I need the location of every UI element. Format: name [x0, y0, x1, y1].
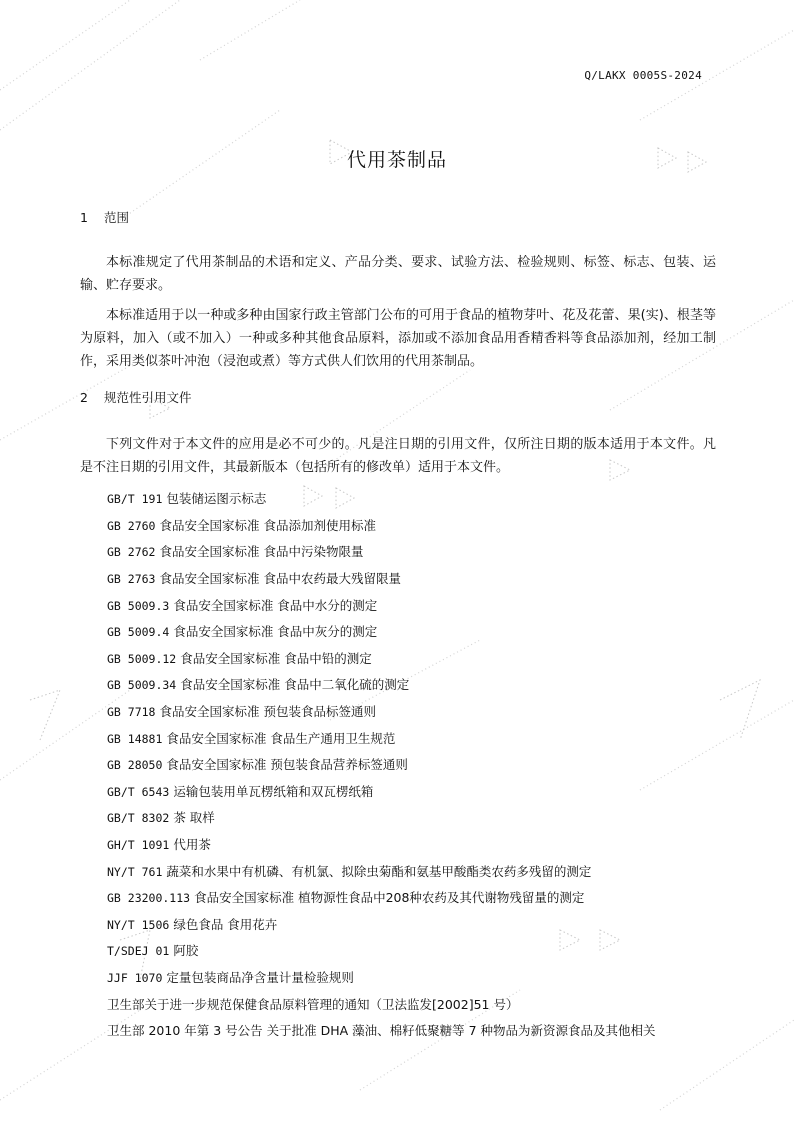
reference-item — [107, 885, 747, 912]
reference-list — [107, 486, 747, 1044]
reference-code: NY/T 1506 — [107, 917, 170, 932]
reference-item — [107, 752, 747, 779]
reference-code: GB/T 191 — [107, 492, 163, 507]
reference-code: GH/T 1091 — [107, 838, 170, 853]
references-intro: 下列文件对于本文件的应用是必不可少的。凡是注日期的引用文件，仅所注日期的版本适用于本文件。凡是不注日期的引用文件，其最新版本（包括所有的修改单）适用于本文件。 — [80, 437, 716, 475]
reference-item — [107, 539, 747, 566]
reference-title: 包装储运图示标志 — [166, 491, 267, 507]
reference-code: GB 2762 — [107, 545, 156, 560]
reference-item — [107, 619, 747, 646]
reference-title: 代用茶 — [173, 837, 211, 853]
section-1-heading — [80, 208, 129, 226]
reference-title: 卫生部关于进一步规范保健食品原料管理的通知（卫法监发[2002]51 号） — [107, 996, 519, 1012]
reference-item — [107, 805, 747, 832]
reference-item — [107, 858, 747, 885]
reference-code: T/SDEJ 01 — [107, 944, 170, 959]
reference-title: 运输包装用单瓦楞纸箱和双瓦楞纸箱 — [173, 783, 374, 799]
reference-title: 食品安全国家标准 食品中灰分的测定 — [173, 624, 378, 640]
reference-item — [107, 832, 747, 859]
reference-item — [107, 486, 747, 513]
reference-item — [107, 965, 747, 992]
reference-item — [107, 912, 747, 939]
section-2-heading — [80, 388, 192, 406]
reference-code: NY/T 761 — [107, 864, 163, 879]
reference-title: 绿色食品 食用花卉 — [173, 916, 278, 932]
reference-code: GB 5009.3 — [107, 598, 170, 613]
reference-item — [107, 779, 747, 806]
reference-item — [107, 725, 747, 752]
reference-item — [107, 592, 747, 619]
reference-title: 食品安全国家标准 植物源性食品中208种农药及其代谢物残留量的测定 — [194, 890, 585, 906]
reference-code: GB 28050 — [107, 758, 163, 773]
reference-title: 食品安全国家标准 食品生产通用卫生规范 — [166, 730, 396, 746]
reference-code: GB 7718 — [107, 705, 156, 720]
reference-item — [107, 1018, 747, 1045]
reference-code: GB/T 8302 — [107, 811, 170, 826]
reference-code: GB 2763 — [107, 572, 156, 587]
reference-code: GB 5009.34 — [107, 678, 177, 693]
reference-item — [107, 672, 747, 699]
reference-code: JJF 1070 — [107, 970, 163, 985]
reference-code: GB 5009.12 — [107, 651, 177, 666]
section-title: 规范性引用文件 — [103, 390, 192, 405]
reference-title: 食品安全国家标准 预包装食品标签通则 — [159, 704, 376, 720]
reference-title: 食品安全国家标准 食品添加剂使用标准 — [159, 517, 376, 533]
scope-paragraph-2: 本标准适用于以一种或多种由国家行政主管部门公布的可用于食品的植物芽叶、花及花蕾、果(实)、根茎等为原料，加入（或不加入）一种或多种其他食品原料，添加或不添加食品用香精香料等食品添加剂，经加工制作，采用类似茶叶冲泡（浸泡或煮）等方式供人们饮用的代用茶制品。 — [80, 308, 716, 369]
reference-title: 食品安全国家标准 预包装食品营养标签通则 — [166, 757, 408, 773]
document-title: 代用茶制品 — [346, 149, 447, 171]
reference-item — [107, 991, 747, 1018]
reference-code: GB 14881 — [107, 731, 163, 746]
section-title: 范围 — [103, 210, 129, 225]
section-number: 2 — [80, 390, 88, 405]
reference-title: 蔬菜和水果中有机磷、有机氯、拟除虫菊酯和氨基甲酸酯类农药多残留的测定 — [166, 863, 592, 879]
reference-title: 食品安全国家标准 食品中水分的测定 — [173, 597, 378, 613]
section-number: 1 — [80, 210, 88, 225]
reference-code: GB/T 6543 — [107, 784, 170, 799]
reference-item — [107, 646, 747, 673]
reference-item — [107, 938, 747, 965]
reference-title: 茶 取样 — [173, 810, 215, 826]
standard-code: Q/LAKX 0005S-2024 — [584, 69, 702, 82]
reference-item — [107, 566, 747, 593]
reference-title: 定量包装商品净含量计量检验规则 — [166, 969, 354, 985]
reference-title: 食品安全国家标准 食品中污染物限量 — [159, 544, 364, 560]
reference-title: 食品安全国家标准 食品中农药最大残留限量 — [159, 571, 401, 587]
reference-title: 卫生部 2010 年第 3 号公告 关于批准 DHA 藻油、棉籽低聚糖等 7 种物品为新资源食品及其他相关 — [107, 1023, 656, 1039]
reference-code: GB 5009.4 — [107, 625, 170, 640]
reference-code: GB 2760 — [107, 518, 156, 533]
reference-title: 阿胶 — [173, 943, 199, 959]
reference-title: 食品安全国家标准 食品中铅的测定 — [180, 650, 372, 666]
reference-item — [107, 513, 747, 540]
reference-title: 食品安全国家标准 食品中二氧化硫的测定 — [180, 677, 410, 693]
scope-paragraph-1: 本标准规定了代用茶制品的术语和定义、产品分类、要求、试验方法、检验规则、标签、标志、包装、运输、贮存要求。 — [80, 255, 716, 293]
reference-item — [107, 699, 747, 726]
reference-code: GB 23200.113 — [107, 891, 191, 906]
